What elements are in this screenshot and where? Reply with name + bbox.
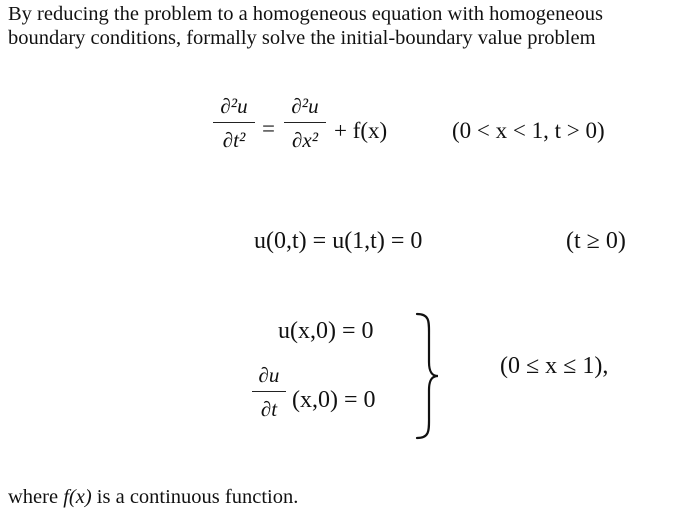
initial-velocity: (x,0) = 0 xyxy=(292,387,376,413)
lhs-fraction xyxy=(213,95,255,151)
velocity-fraction xyxy=(252,364,286,420)
initial-displacement: u(x,0) = 0 xyxy=(278,318,374,344)
function-symbol: f(x) xyxy=(63,486,92,508)
velocity-denominator: ∂t xyxy=(260,397,278,422)
lhs-fraction-bar xyxy=(213,122,255,123)
velocity-fraction-bar xyxy=(252,391,286,392)
intro-line-1: By reducing the problem to a homogeneous equation with homogeneous xyxy=(8,3,603,25)
lhs-denominator: ∂t² xyxy=(222,128,246,153)
intro-paragraph xyxy=(8,2,688,50)
right-brace-icon xyxy=(412,310,442,442)
outro-prefix: where xyxy=(8,486,64,508)
boundary-time-condition: (t ≥ 0) xyxy=(566,228,626,254)
intro-line-2: boundary conditions, formally solve the initial-boundary value problem xyxy=(8,27,596,49)
boundary-condition: u(0,t) = u(1,t) = 0 xyxy=(254,228,423,254)
rhs-numerator: ∂²u xyxy=(291,94,319,118)
rhs-fraction xyxy=(284,95,326,151)
outro-suffix: is a continuous function. xyxy=(91,486,299,508)
velocity-numerator: ∂u xyxy=(258,363,280,387)
rhs-fraction-bar xyxy=(284,122,326,123)
pde-domain-condition: (0 < x < 1, t > 0) xyxy=(452,118,605,143)
rhs-denominator: ∂x² xyxy=(292,128,318,153)
source-term: + f(x) xyxy=(334,118,388,143)
equals-sign: = xyxy=(262,116,275,141)
initial-domain-condition: (0 ≤ x ≤ 1), xyxy=(500,353,609,379)
closing-sentence xyxy=(8,486,298,509)
lhs-numerator: ∂²u xyxy=(220,94,248,118)
